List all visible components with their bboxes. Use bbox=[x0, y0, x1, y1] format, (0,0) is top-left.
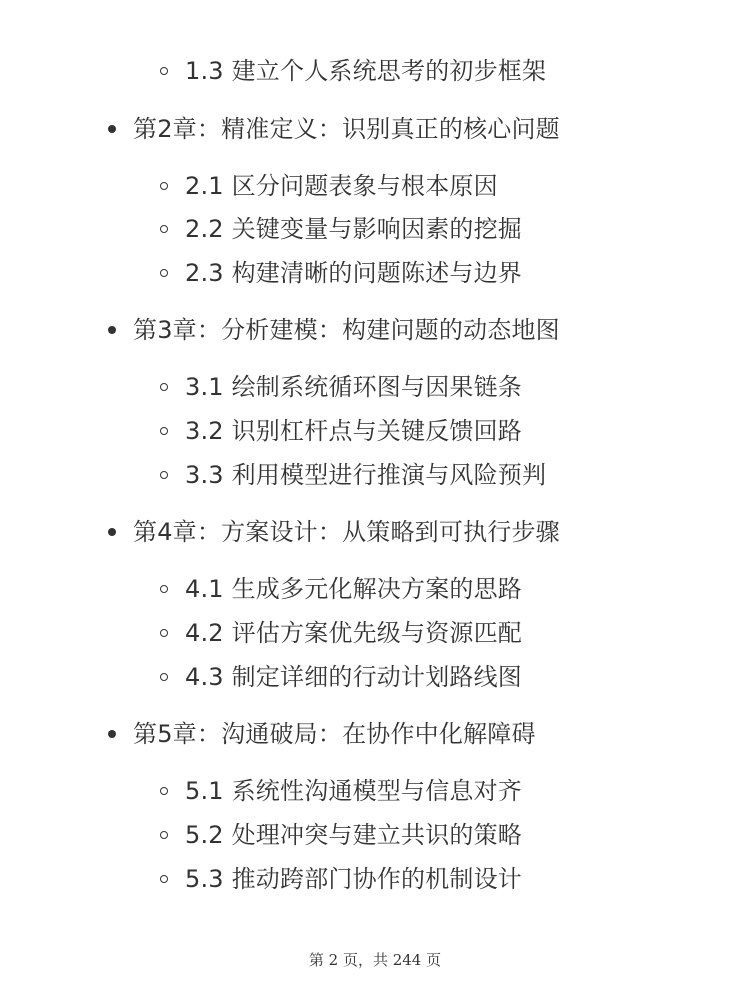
toc-chapter-item bbox=[0, 109, 750, 149]
toc-section-item bbox=[0, 771, 750, 811]
hollow-bullet-icon bbox=[160, 427, 168, 435]
toc-section-item bbox=[0, 815, 750, 855]
toc-chapter-text: 第2章：精准定义：识别真正的核心问题 bbox=[133, 115, 560, 143]
hollow-bullet-icon bbox=[160, 225, 168, 233]
toc-section-text: 5.1 系统性沟通模型与信息对齐 bbox=[185, 777, 522, 805]
toc-section-item bbox=[0, 411, 750, 451]
toc-section-item bbox=[0, 253, 750, 293]
toc-section-text: 3.1 绘制系统循环图与因果链条 bbox=[185, 373, 522, 401]
toc-section-text: 2.3 构建清晰的问题陈述与边界 bbox=[185, 259, 522, 287]
hollow-bullet-icon bbox=[160, 67, 168, 75]
page-number-footer: 第 2 页，共 244 页 bbox=[308, 951, 442, 969]
filled-bullet-icon bbox=[108, 125, 116, 133]
toc-section-item bbox=[0, 51, 750, 91]
toc-section-text: 1.3 建立个人系统思考的初步框架 bbox=[185, 57, 547, 85]
toc-section-item bbox=[0, 455, 750, 495]
toc-section-item bbox=[0, 613, 750, 653]
toc-section-text: 3.2 识别杠杆点与关键反馈回路 bbox=[185, 417, 522, 445]
toc-section-item bbox=[0, 209, 750, 249]
hollow-bullet-icon bbox=[160, 471, 168, 479]
hollow-bullet-icon bbox=[160, 629, 168, 637]
hollow-bullet-icon bbox=[160, 875, 168, 883]
hollow-bullet-icon bbox=[160, 269, 168, 277]
toc-section-text: 5.3 推动跨部门协作的机制设计 bbox=[185, 865, 522, 893]
toc-chapter-text: 第3章：分析建模：构建问题的动态地图 bbox=[133, 316, 560, 344]
toc-section-item bbox=[0, 859, 750, 899]
toc-section-text: 2.1 区分问题表象与根本原因 bbox=[185, 172, 498, 200]
toc-chapter-text: 第4章：方案设计：从策略到可执行步骤 bbox=[133, 518, 560, 546]
toc-section-item bbox=[0, 367, 750, 407]
hollow-bullet-icon bbox=[160, 182, 168, 190]
hollow-bullet-icon bbox=[160, 787, 168, 795]
toc-section-item bbox=[0, 569, 750, 609]
hollow-bullet-icon bbox=[160, 831, 168, 839]
hollow-bullet-icon bbox=[160, 673, 168, 681]
filled-bullet-icon bbox=[108, 528, 116, 536]
toc-section-item bbox=[0, 166, 750, 206]
toc-chapter-item bbox=[0, 714, 750, 754]
hollow-bullet-icon bbox=[160, 585, 168, 593]
toc-section-item bbox=[0, 657, 750, 697]
toc-section-text: 4.3 制定详细的行动计划路线图 bbox=[185, 663, 522, 691]
toc-section-text: 2.2 关键变量与影响因素的挖掘 bbox=[185, 215, 522, 243]
toc-chapter-text: 第5章：沟通破局：在协作中化解障碍 bbox=[133, 720, 536, 748]
toc-chapter-item bbox=[0, 310, 750, 350]
toc-section-text: 4.2 评估方案优先级与资源匹配 bbox=[185, 619, 522, 647]
hollow-bullet-icon bbox=[160, 383, 168, 391]
toc-chapter-item bbox=[0, 512, 750, 552]
filled-bullet-icon bbox=[108, 326, 116, 334]
filled-bullet-icon bbox=[108, 730, 116, 738]
toc-section-text: 3.3 利用模型进行推演与风险预判 bbox=[185, 461, 547, 489]
toc-section-text: 5.2 处理冲突与建立共识的策略 bbox=[185, 821, 522, 849]
toc-section-text: 4.1 生成多元化解决方案的思路 bbox=[185, 575, 522, 603]
